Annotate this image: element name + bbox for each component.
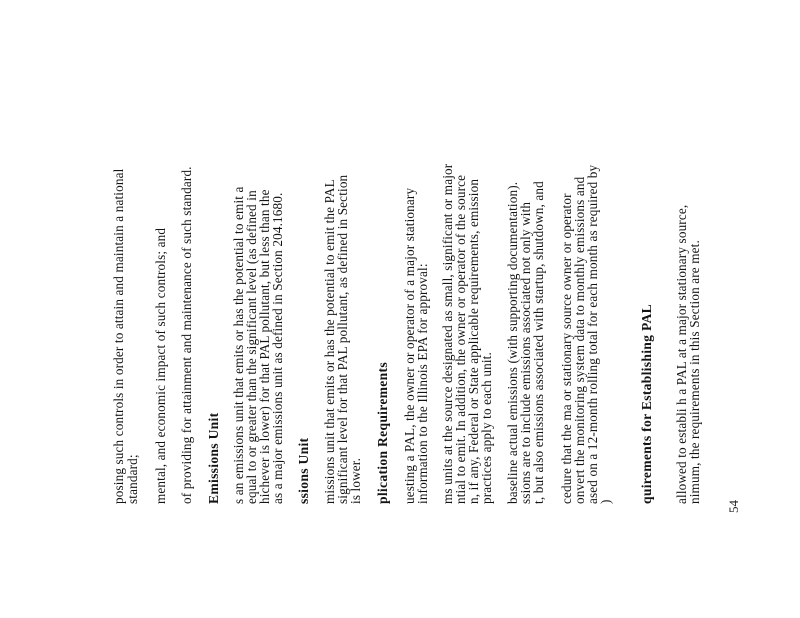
- section-heading: ssions Unit: [296, 437, 311, 504]
- page-number: 54: [726, 500, 741, 513]
- text-line: posing such controls in order to attain and maintain a national: [111, 168, 126, 504]
- text-line: hichever is lower) for that PAL pollutant, but less than the: [257, 189, 272, 504]
- text-line: equal to or greater than the significant level (as defined in: [244, 190, 259, 504]
- text-line: ): [598, 499, 613, 504]
- text-line: allowed to establi h a PAL at a major stationary source,: [674, 204, 689, 504]
- text-line: onvert the monitoring system data to monthly emissions and: [572, 176, 587, 504]
- section-heading: quirements for Establishing PAL: [639, 303, 654, 504]
- text-line: ms units at the source designated as small, significant or major: [440, 163, 455, 504]
- text-line: t, but also emissions associated with startup, shutdown, and: [531, 181, 546, 504]
- text-line: ssions are to include emissions associated not only with: [518, 201, 533, 504]
- text-line: baseline actual emissions (with supporting documentation).: [505, 181, 520, 504]
- section-heading: plication Requirements: [375, 362, 390, 504]
- text-line: information to the Illinois EPA for approval:: [415, 263, 430, 504]
- section-heading: Emissions Unit: [206, 412, 221, 504]
- text-line: as a major emissions unit as defined in Section 204.1680.: [270, 192, 285, 504]
- text-line: practices apply to each unit.: [479, 352, 494, 504]
- text-line: is lower.: [348, 457, 363, 504]
- text-line: n, if any, Federal or State applicable requirements, emission: [466, 178, 481, 504]
- text-line: standard;: [125, 454, 140, 504]
- text-line: significant level for that PAL pollutant, as defined in Section: [335, 174, 350, 504]
- text-line: cedure that the ma or stationary source owner or operator: [559, 193, 574, 504]
- text-line: missions unit that emits or has the potential to emit the PAL: [322, 179, 337, 504]
- text-line: mental, and economic impact of such controls; and: [153, 227, 168, 504]
- text-line: of providing for attainment and maintenance of such standard.: [179, 166, 194, 504]
- text-line: uesting a PAL, the owner or operator of a major stationary: [402, 187, 417, 504]
- text-line: s an emissions unit that emits or has the potential to emit a: [231, 186, 246, 504]
- text-line: ased on a 12-month rolling total for each month as required by: [585, 164, 600, 504]
- text-line: nimum, the requirements in this Section are met.: [687, 240, 702, 504]
- text-line: ntial to emit. In addition, the owner or operator of the source: [453, 174, 468, 504]
